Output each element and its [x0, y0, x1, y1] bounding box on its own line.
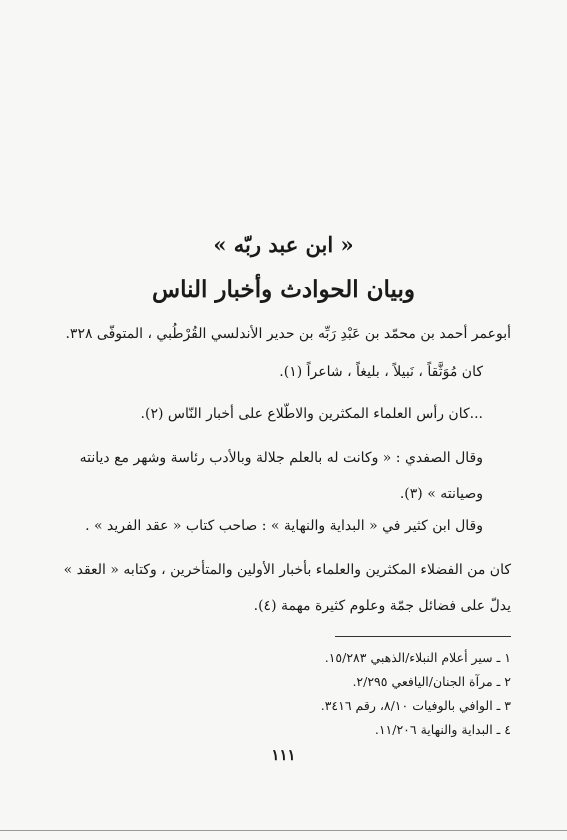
footnote-3: ٣ ـ الوافي بالوفيات ٨/١٠، رقم ٣٤١٦. [320, 698, 511, 713]
quote-paragraph-5: كان من الفضلاء المكثرين والعلماء بأخبار الأولين والمتأخرين ، وكتابه « العقد » يدلّ على فضائل جمّة وعلوم كثيرة مهمة (٤). [63, 562, 511, 614]
footnote-divider [335, 636, 511, 637]
footnote-4: ٤ ـ البداية والنهاية ١١/٢٠٦. [374, 722, 511, 737]
page-edge-line [0, 830, 567, 831]
quote-paragraph-4: وقال ابن كثير في « البداية والنهاية » : صاحب كتاب « عقد الفريد » . [85, 518, 483, 534]
heading-subtitle: وبيان الحوادث وأخبار الناس [152, 276, 415, 303]
quote-paragraph-1: كان مُوَثَّقاً ، نَبيلاً ، بليغاً ، شاعراً (١). [279, 364, 483, 380]
quote-paragraph-3: وقال الصفدي : « وكانت له بالعلم جلالة وبالأدب رئاسة وشهر مع ديانته وصيانته » (٣). [79, 450, 483, 502]
footnote-1: ١ ـ سير أعلام النبلاء/الذهبي ١٥/٢٨٣. [324, 650, 511, 665]
footnote-2: ٢ ـ مرآة الجنان/اليافعي ٢/٢٩٥. [352, 674, 511, 689]
bio-paragraph: أبوعمر أحمد بن محمّد بن عَبْدِ رَبِّه بن حدير الأندلسي القُرْطُبي ، المتوفّى ٣٢٨. [65, 326, 511, 342]
page-number: ١١١ [271, 746, 296, 764]
heading-title: « ابن عبد ربّه » [213, 232, 354, 257]
quote-paragraph-2: ...كان رأس العلماء المكثرين والاطّلاع على أخبار النّاس (٢). [140, 406, 483, 422]
